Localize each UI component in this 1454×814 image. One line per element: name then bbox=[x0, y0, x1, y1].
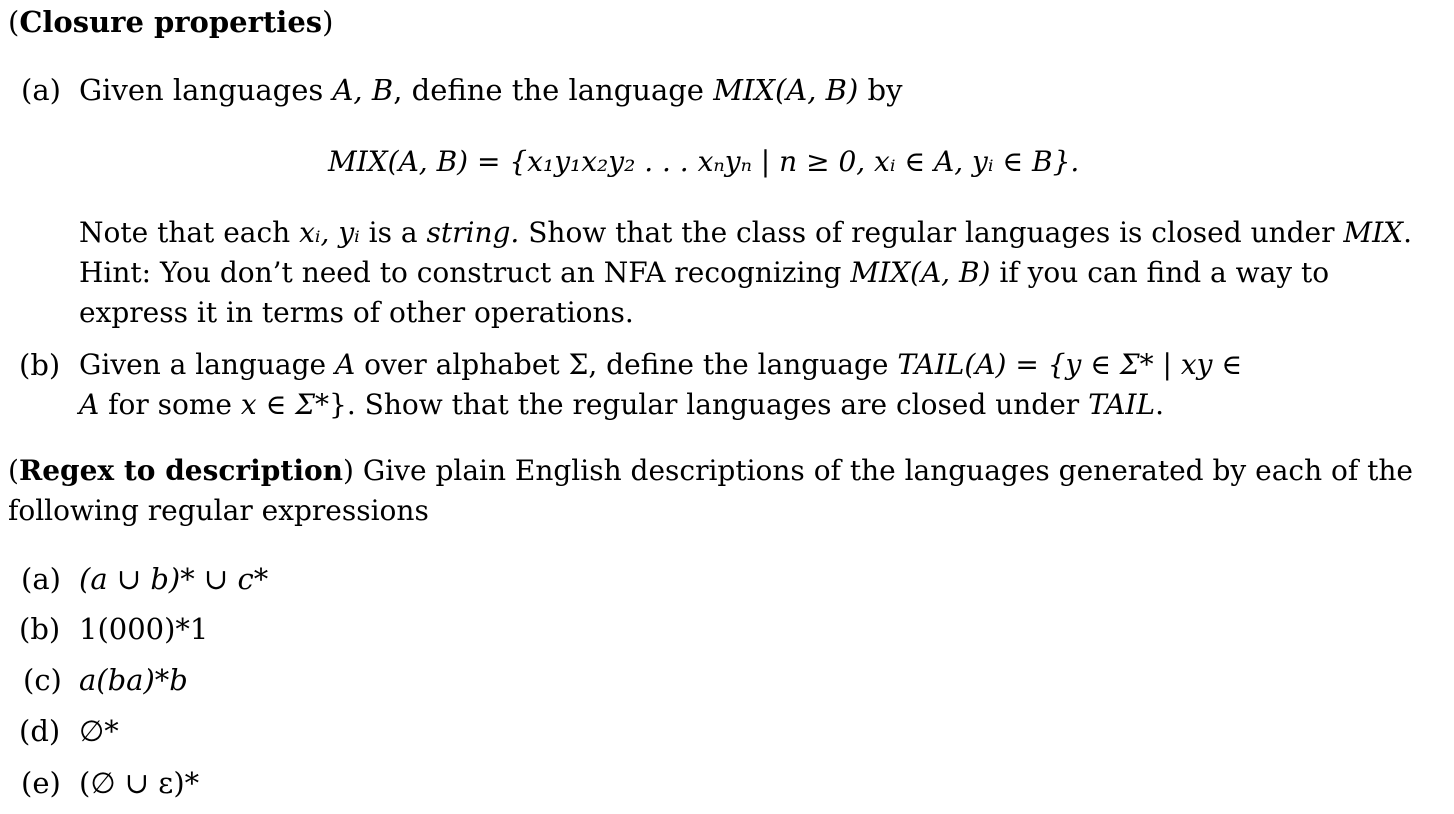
item-a-note-mid: is a bbox=[359, 216, 427, 249]
item-b-line2 bbox=[79, 385, 1164, 425]
heading-open-paren: ( bbox=[8, 5, 20, 39]
regex-close-paren: ) bbox=[343, 454, 354, 487]
regex-item-e-label: (e) bbox=[21, 766, 61, 800]
item-a-note-text: Note that each bbox=[79, 216, 300, 249]
item-b-line2-var: A bbox=[79, 388, 100, 421]
regex-item-d-label: (d) bbox=[19, 714, 61, 748]
regex-item-c-expr: a(ba)*b bbox=[79, 663, 188, 697]
item-a-note-math2: MIX bbox=[1343, 216, 1404, 249]
mix-equation: MIX(A, B) = {x₁y₁x₂y₂ . . . xₙyₙ | n ≥ 0, xᵢ ∈ A, yᵢ ∈ B}. bbox=[328, 145, 1080, 178]
item-a-hint bbox=[79, 253, 1329, 293]
item-a-intro-post: by bbox=[858, 73, 903, 107]
regex-item-c-label: (c) bbox=[23, 663, 62, 697]
regex-intro-line2: following regular expressions bbox=[8, 494, 429, 527]
item-b-line1-var: A bbox=[334, 348, 356, 381]
regex-item-b-label: (b) bbox=[19, 612, 61, 646]
item-a-intro-text: Given languages bbox=[79, 73, 333, 107]
item-b-line1-mid: over alphabet Σ, define the language bbox=[355, 348, 898, 381]
item-b-line2-mid: for some bbox=[99, 388, 241, 421]
item-a-note-post: Show that the class of regular languages is closed under bbox=[519, 216, 1344, 249]
item-b-line2-math: x ∈ Σ* bbox=[240, 388, 330, 421]
regex-item-d-expr: ∅* bbox=[79, 714, 119, 748]
regex-intro-line1: Give plain English descriptions of the languages generated by each of the bbox=[353, 454, 1413, 487]
section-heading-regex bbox=[8, 451, 1413, 491]
item-a-intro-mid: , define the language bbox=[393, 73, 714, 107]
regex-open-paren: ( bbox=[8, 454, 19, 487]
item-a-note-end: . bbox=[1403, 216, 1412, 249]
section-heading-closure bbox=[8, 2, 333, 42]
item-a-hint-post: if you can find a way to bbox=[990, 256, 1330, 289]
item-a-hint-math: MIX(A, B) bbox=[850, 256, 991, 289]
item-a-intro-vars: A, B bbox=[332, 73, 394, 107]
item-a-hint-text: Hint: You don’t need to construct an NFA recognizing bbox=[79, 256, 851, 289]
item-b-line1-text: Given a language bbox=[79, 348, 335, 381]
regex-item-a-label: (a) bbox=[21, 562, 61, 596]
item-b-line1 bbox=[79, 345, 1242, 385]
item-a-note-italic: string. bbox=[426, 216, 520, 249]
item-a-label: (a) bbox=[21, 73, 61, 107]
item-b-line1-eq: = {y ∈ Σ* | xy ∈ bbox=[1006, 348, 1243, 381]
regex-item-b-expr: 1(000)*1 bbox=[79, 612, 209, 646]
item-b-line1-math: TAIL(A) bbox=[897, 348, 1007, 381]
item-b-label: (b) bbox=[19, 348, 61, 382]
item-a-intro bbox=[79, 70, 902, 110]
regex-title: Regex to description bbox=[18, 454, 343, 487]
item-a-note-math: xᵢ, yᵢ bbox=[299, 216, 360, 249]
item-b-line2-post: }. Show that the regular languages are closed under bbox=[329, 388, 1089, 421]
item-a-hint-line2: express it in terms of other operations. bbox=[79, 296, 634, 329]
heading-close-paren: ) bbox=[322, 5, 334, 39]
regex-item-e-expr: (∅ ∪ ε)* bbox=[79, 766, 200, 800]
regex-item-a-expr: (a ∪ b)* ∪ c* bbox=[79, 562, 269, 596]
item-a-intro-math: MIX(A, B) bbox=[713, 73, 859, 107]
item-b-line2-math2: TAIL bbox=[1088, 388, 1156, 421]
item-b-line2-end: . bbox=[1155, 388, 1164, 421]
item-a-note bbox=[79, 213, 1412, 253]
heading-closure-title: Closure properties bbox=[19, 5, 323, 39]
